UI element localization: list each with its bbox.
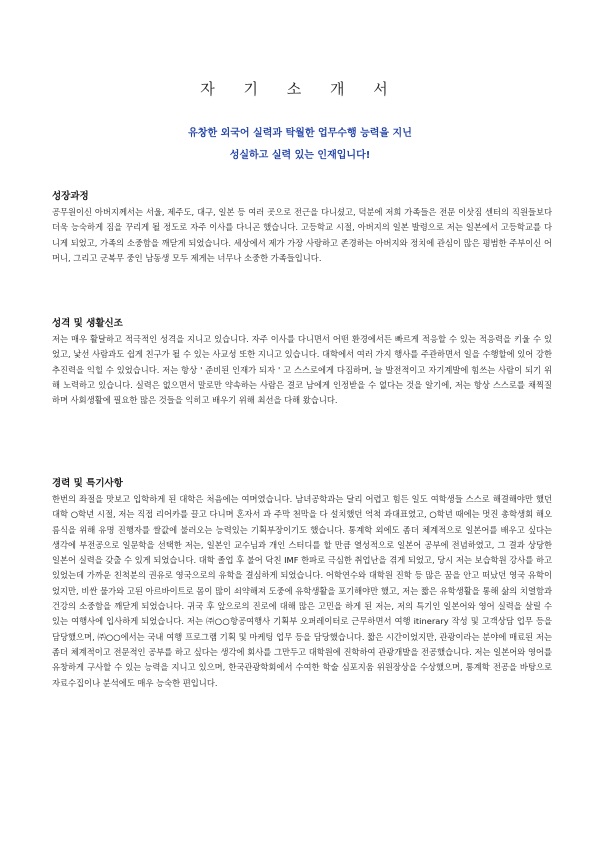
section-heading-growth: 성장과정 <box>52 191 89 202</box>
section-heading-personality: 성격 및 생활신조 <box>52 318 123 329</box>
section-body-personality: 저는 매우 활달하고 적극적인 성격을 지니고 있습니다. 자주 이사를 다니면서 어떤 환경에서든 빠르게 적응할 수 있는 적응력을 키울 수 있었고, 낯선 사람과도 쉽게 친구가 될 수 있는 사교성 또한 지니고 있습니다. 대학에서 여러 가지 행사를 주관하면서 일을 수행할에 있어 강한 추진력을 익힐 수 있었습니다. 저는 항상 ' 준비된 인재가 되자 ' 고 스스로에게 다짐하며, 늘 발전적이고 자기계발에 힘쓰는 사람이 되기 위해 노력하고 있습니다. 실력은 없으면서 말로만 약속하는 사람은 결코 남에게 인정받을 수 없다는 것을 알기에, 저는 항상 스스로를 채찍질하며 사회생활에 필요한 많은 것들을 익히고 배우기 위해 최선을 다해 왔습니다. <box>52 334 552 406</box>
subtitle-line-1: 유창한 외국어 실력과 탁월한 업무수행 능력을 지닌 <box>188 128 412 139</box>
section-body-career: 한번의 좌절을 맛보고 입학하게 된 대학은 처음에는 여며였습니다. 남녀공학과는 달리 어렵고 힘든 일도 여학생들 스스로 해결해야만 했던 대학 ○학년 시절, 저는 직접 리어카를 끌고 다니며 혼자서 과 주막 천막을 다 설치했던 억척 과대표였고, ○학년 때에는 멋진 총학생회 해오름식을 위해 유명 진행자를 쌀값에 불러오는 능력있는 기획부장이기도 했습니다. 통계학 외에도 좀더 체계적으로 일본어를 배우고 싶다는 생각에 부전공으로 일문학을 선택한 저는, 일본인 교수님과 개인 스터디를 할 만큼 열성적으로 일본어 공부에 전념하였고, 그 결과 상당한 일본어 실력을 갖출 수 있게 되었습니다. 대학 졸업 후 불어 닥친 IMF 한파로 극심한 취업난을 겪게 되었고, 당시 저는 보습학원 강사를 하고 있었는데 가까운 친척분의 권유로 영국으로의 유학을 결심하게 되었습니다. 어학연수와 대학원 진학 등 많은 꿈을 안고 떠났던 영국 유학이었지만, 비싼 물가와 고된 아르바이트로 몸이 많이 쇠약해져 도중에 유학생활을 포기해야만 했고, 저는 짧은 유학생활을 통해 삶의 치열함과 건강의 소중함을 깨닫게 되었습니다. 귀국 후 앞으로의 진로에 대해 많은 고민을 하게 된 저는, 저의 특기인 일본어와 영어 실력을 살릴 수 있는 여행사에 입사하게 되었습니다. 저는 ㈜○○항공여행사 기획부 오퍼레이터로 근무하면서 여행 itinerary 작성 및 고객상담 업무 등을 담당했으며, ㈜○○에서는 국내 여행 프로그램 기획 및 마케팅 업무 등을 담당했습니다. 짧은 시간이었지만, 관광이라는 분야에 매료된 저는 좀더 체계적이고 전문적인 공부를 하고 싶다는 생각에 회사를 그만두고 대학원에 진학하여 관광개발을 전공했습니다. 저는 일본어와 영어를 유창하게 구사할 수 있는 능력을 지니고 있으며, 한국관광학회에서 수여한 학술 심포지움 위원장상을 수상했으며, 통계학 전공을 바탕으로 자료수집이나 분석에도 매우 능숙한 편입니다. <box>52 494 552 688</box>
section-body-growth: 공무원이신 아버지께서는 서울, 제주도, 대구, 일본 등 여러 곳으로 전근을 다니셨고, 덕분에 저희 가족들은 전문 이삿짐 센터의 직원들보다 더욱 능숙하게 짐을 꾸리게 될 정도로 자주 이사를 다니곤 했습니다. 고등학교 시절, 아버지의 일본 발령으로 저는 일본에서 고등학교를 다니게 되었고, 가족의 소중함을 깨닫게 되었습니다. 세상에서 제가 가장 사랑하고 존경하는 아버지와 정치에 관심이 많은 평범한 주부이신 어머니, 그리고 군복무 중인 남동생 모두 제게는 너무나 소중한 가족들입니다. <box>52 207 552 263</box>
section-heading-career: 경력 및 특기사항 <box>52 478 123 489</box>
subtitle-line-2: 성실하고 실력 있는 인재입니다! <box>229 150 371 161</box>
document-title: 자 기 소 개 서 <box>200 80 400 98</box>
